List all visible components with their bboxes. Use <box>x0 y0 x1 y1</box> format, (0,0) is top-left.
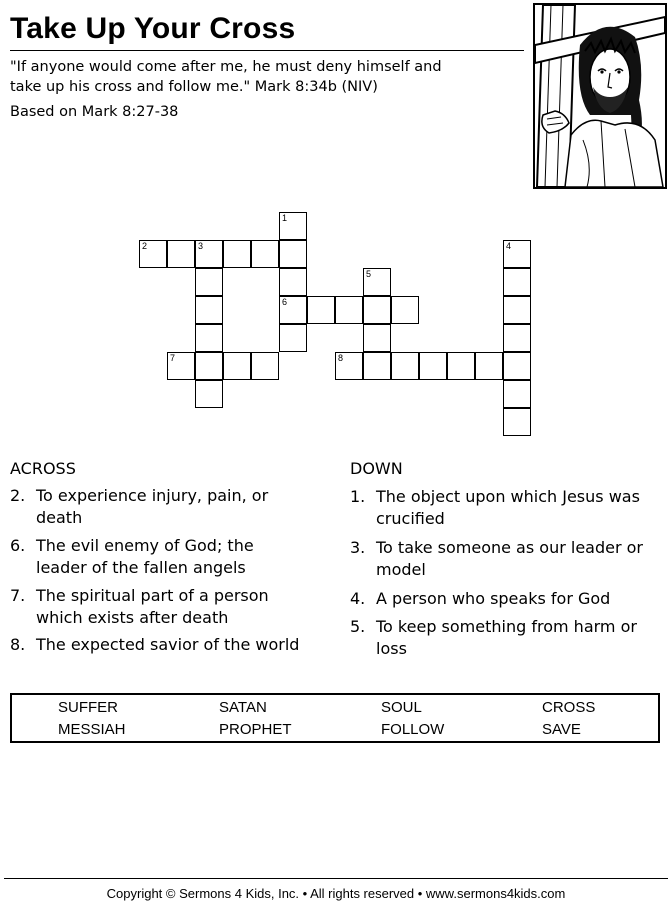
across-clue <box>10 585 330 631</box>
grid-cell[interactable] <box>223 352 251 380</box>
across-clue <box>10 634 330 658</box>
grid-cell[interactable] <box>167 240 195 268</box>
clue-text-line: A person who speaks for God <box>376 589 611 608</box>
down-clue <box>350 486 665 532</box>
grid-cell[interactable] <box>279 212 307 240</box>
grid-cell[interactable] <box>391 296 419 324</box>
scripture-verse <box>10 57 510 97</box>
grid-cell[interactable] <box>195 380 223 408</box>
grid-cell[interactable] <box>363 352 391 380</box>
across-clue <box>10 535 330 581</box>
word-bank-item: FOLLOW <box>381 721 445 738</box>
title-divider <box>10 50 524 51</box>
grid-cell[interactable] <box>503 240 531 268</box>
clue-number: 2 <box>142 241 148 251</box>
jesus-carrying-cross-illustration <box>533 3 667 189</box>
clue-text-line: model <box>376 560 426 579</box>
clue-number: 4. <box>350 589 366 608</box>
grid-cell[interactable] <box>139 240 167 268</box>
verse-line-2: take up his cross and follow me." Mark 8:34b (NIV) <box>10 79 378 95</box>
clue-text-line: The evil enemy of God; the <box>36 536 254 555</box>
grid-cell[interactable] <box>335 352 363 380</box>
clue-number: 5 <box>366 269 372 279</box>
grid-cell[interactable] <box>223 240 251 268</box>
word-bank-item: SOUL <box>381 699 422 716</box>
clue-number: 1. <box>350 487 366 506</box>
grid-cell[interactable] <box>419 352 447 380</box>
clue-text-line: leader of the fallen angels <box>36 558 246 577</box>
clue-text-line: The spiritual part of a person <box>36 586 269 605</box>
grid-cell[interactable] <box>391 352 419 380</box>
footer-divider <box>4 878 668 879</box>
clue-number: 7 <box>170 353 176 363</box>
grid-cell[interactable] <box>195 324 223 352</box>
word-bank-item: SATAN <box>219 699 267 716</box>
grid-cell[interactable] <box>503 352 531 380</box>
grid-cell[interactable] <box>195 352 223 380</box>
grid-cell[interactable] <box>195 296 223 324</box>
clue-number: 3 <box>198 241 204 251</box>
grid-cell[interactable] <box>279 324 307 352</box>
clue-number: 8 <box>338 353 344 363</box>
word-bank <box>10 693 660 743</box>
clue-number: 6. <box>10 536 26 555</box>
grid-cell[interactable] <box>335 296 363 324</box>
clue-text-line: which exists after death <box>36 608 229 627</box>
clue-text-line: death <box>36 508 83 527</box>
word-bank-item: MESSIAH <box>58 721 126 738</box>
grid-cell[interactable] <box>279 240 307 268</box>
word-bank-item: CROSS <box>542 699 596 716</box>
grid-cell[interactable] <box>503 324 531 352</box>
grid-cell[interactable] <box>307 296 335 324</box>
grid-cell[interactable] <box>363 268 391 296</box>
grid-cell[interactable] <box>475 352 503 380</box>
grid-cell[interactable] <box>447 352 475 380</box>
clue-number: 1 <box>282 213 288 223</box>
down-heading: DOWN <box>350 459 403 478</box>
grid-cell[interactable] <box>279 268 307 296</box>
clue-number: 6 <box>282 297 288 307</box>
word-bank-item: PROPHET <box>219 721 292 738</box>
clue-number: 3. <box>350 538 366 557</box>
word-bank-item: SUFFER <box>58 699 118 716</box>
grid-cell[interactable] <box>503 380 531 408</box>
clue-number: 4 <box>506 241 512 251</box>
clue-text-line: crucified <box>376 509 445 528</box>
grid-cell[interactable] <box>503 408 531 436</box>
page-title: Take Up Your Cross <box>10 12 296 45</box>
clue-text-line: To take someone as our leader or <box>376 538 643 557</box>
clue-text-line: The object upon which Jesus was <box>376 487 640 506</box>
clue-text-line: To keep something from harm or <box>376 617 637 636</box>
grid-cell[interactable] <box>251 240 279 268</box>
clue-number: 7. <box>10 586 26 605</box>
word-bank-item: SAVE <box>542 721 581 738</box>
grid-cell[interactable] <box>195 240 223 268</box>
clue-number: 8. <box>10 635 26 654</box>
grid-cell[interactable] <box>279 296 307 324</box>
verse-line-1: "If anyone would come after me, he must deny himself and <box>10 59 442 75</box>
across-heading: ACROSS <box>10 459 76 478</box>
grid-cell[interactable] <box>195 268 223 296</box>
grid-cell[interactable] <box>251 352 279 380</box>
based-on-reference: Based on Mark 8:27-38 <box>10 104 179 120</box>
down-clue <box>350 588 665 612</box>
down-clue <box>350 616 665 662</box>
across-clue <box>10 485 330 531</box>
grid-cell[interactable] <box>503 268 531 296</box>
down-clue <box>350 537 665 583</box>
clue-text-line: The expected savior of the world <box>36 635 300 654</box>
grid-cell[interactable] <box>503 296 531 324</box>
footer-copyright: Copyright © Sermons 4 Kids, Inc. • All rights reserved • www.sermons4kids.com <box>106 886 566 901</box>
clue-text-line: To experience injury, pain, or <box>36 486 269 505</box>
grid-cell[interactable] <box>363 296 391 324</box>
clue-number: 2. <box>10 486 26 505</box>
clue-text-line: loss <box>376 639 407 658</box>
clue-number: 5. <box>350 617 366 636</box>
grid-cell[interactable] <box>363 324 391 352</box>
grid-cell[interactable] <box>167 352 195 380</box>
